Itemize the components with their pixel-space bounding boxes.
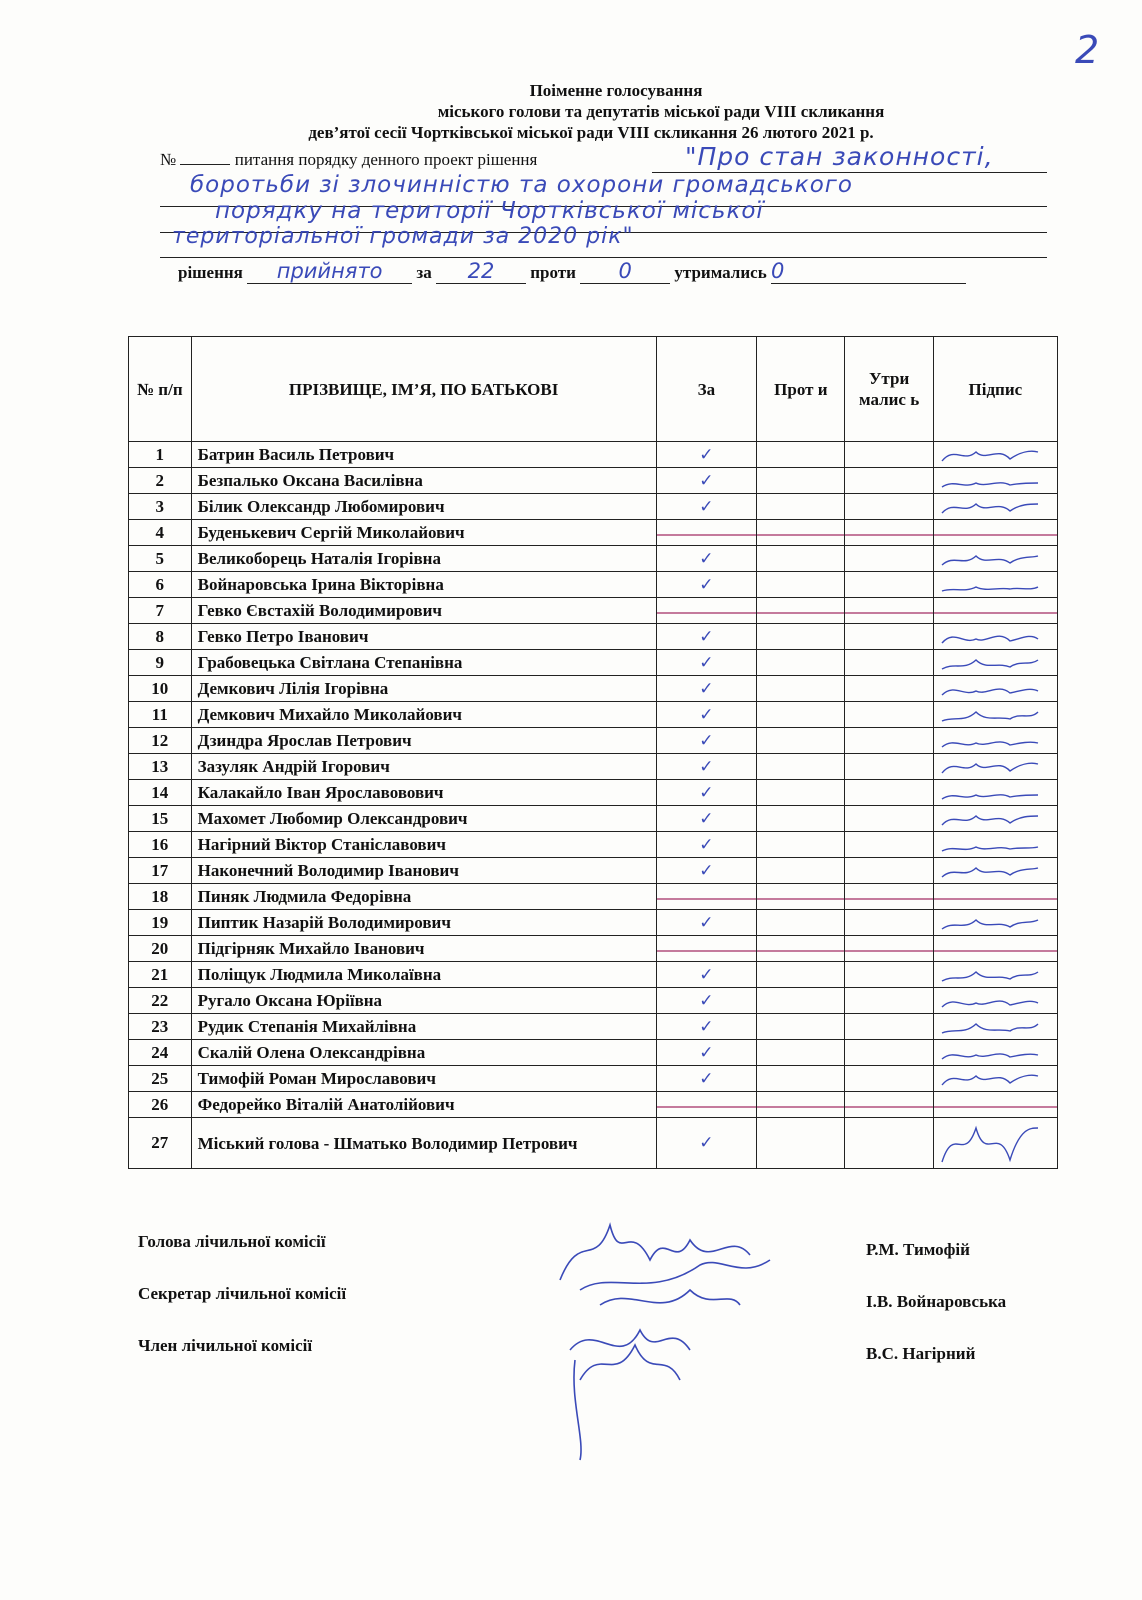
signature-scribble-icon <box>934 962 1042 987</box>
signature-scribble-icon <box>934 910 1042 935</box>
row-vote-for <box>656 1014 757 1040</box>
row-vote-abstain <box>845 572 933 598</box>
table-row <box>129 650 1058 676</box>
table-row <box>129 1066 1058 1092</box>
row-name: Міський голова - Шматько Володимир Петрович <box>191 1118 656 1169</box>
row-name: Гевко Євстахій Володимирович <box>191 598 656 624</box>
row-vote-for <box>656 884 757 910</box>
table-row <box>129 442 1058 468</box>
row-number: 21 <box>129 962 192 988</box>
row-signature <box>933 624 1057 650</box>
row-vote-for <box>656 494 757 520</box>
header-against: Прот и <box>757 337 845 442</box>
table-row <box>129 962 1058 988</box>
row-signature <box>933 442 1057 468</box>
table-row <box>129 910 1058 936</box>
row-vote-abstain <box>845 494 933 520</box>
checkmark-icon: ✓ <box>699 574 714 595</box>
row-vote-abstain <box>845 858 933 884</box>
row-vote-abstain <box>845 624 933 650</box>
row-signature <box>933 1040 1057 1066</box>
row-vote-abstain <box>845 832 933 858</box>
row-signature <box>933 858 1057 884</box>
signature-scribble-icon <box>934 1040 1042 1065</box>
row-vote-for <box>656 442 757 468</box>
row-vote-against <box>757 650 845 676</box>
row-number: 23 <box>129 1014 192 1040</box>
table-row <box>129 832 1058 858</box>
row-vote-for <box>656 936 757 962</box>
commission-signatures <box>540 1210 800 1470</box>
row-vote-abstain <box>845 910 933 936</box>
table-row <box>129 936 1058 962</box>
table-row <box>129 598 1058 624</box>
table-row <box>129 1118 1058 1169</box>
row-vote-for <box>656 546 757 572</box>
row-vote-against <box>757 858 845 884</box>
signature-scribble-icon <box>934 546 1042 571</box>
row-number: 20 <box>129 936 192 962</box>
for-label: за <box>416 263 432 282</box>
issue-number-label: № <box>160 150 177 169</box>
row-vote-against <box>757 884 845 910</box>
row-signature <box>933 650 1057 676</box>
row-vote-against <box>757 962 845 988</box>
checkmark-icon: ✓ <box>699 496 714 517</box>
member-label: Член лічильної комісії <box>138 1336 313 1355</box>
secretary-label: Секретар лічильної комісії <box>138 1284 347 1303</box>
row-signature <box>933 988 1057 1014</box>
row-number: 25 <box>129 1066 192 1092</box>
row-vote-abstain <box>845 1092 933 1118</box>
row-number: 6 <box>129 572 192 598</box>
row-name: Білик Олександр Любомирович <box>191 494 656 520</box>
row-name: Гевко Петро Іванович <box>191 624 656 650</box>
checkmark-icon: ✓ <box>699 652 714 673</box>
row-vote-against <box>757 494 845 520</box>
row-number: 5 <box>129 546 192 572</box>
row-vote-abstain <box>845 1040 933 1066</box>
for-value: 22 <box>467 259 495 283</box>
row-number: 13 <box>129 754 192 780</box>
signature-scribble-icon <box>934 650 1042 675</box>
checkmark-icon: ✓ <box>699 730 714 751</box>
signature-scribble-icon <box>934 702 1042 727</box>
table-row <box>129 702 1058 728</box>
row-name: Калакайло Іван Ярославовович <box>191 780 656 806</box>
row-vote-abstain <box>845 520 933 546</box>
signature-scribble-icon <box>934 1014 1042 1039</box>
checkmark-icon: ✓ <box>699 548 714 569</box>
row-vote-for <box>656 1118 757 1169</box>
header-for: За <box>656 337 757 442</box>
header-name: ПРІЗВИЩЕ, ІМ’Я, ПО БАТЬКОВІ <box>191 337 656 442</box>
signature-scribble-icon <box>934 858 1042 883</box>
table-row <box>129 572 1058 598</box>
row-vote-against <box>757 988 845 1014</box>
signature-scribble-icon <box>934 1118 1042 1168</box>
row-vote-for <box>656 598 757 624</box>
voting-table <box>128 336 1058 1169</box>
row-vote-abstain <box>845 1066 933 1092</box>
chair-label: Голова лічильної комісії <box>138 1232 326 1251</box>
row-signature <box>933 1066 1057 1092</box>
checkmark-icon: ✓ <box>699 678 714 699</box>
checkmark-icon: ✓ <box>699 704 714 725</box>
row-name: Пиняк Людмила Федорівна <box>191 884 656 910</box>
row-name: Зазуляк Андрій Ігорович <box>191 754 656 780</box>
row-name: Буденькевич Сергій Миколайович <box>191 520 656 546</box>
chair-name: Р.М. Тимофій <box>866 1240 970 1259</box>
row-name: Демкович Михайло Миколайович <box>191 702 656 728</box>
row-vote-for <box>656 1066 757 1092</box>
decision-line <box>178 259 966 284</box>
row-number: 17 <box>129 858 192 884</box>
row-number: 26 <box>129 1092 192 1118</box>
row-vote-for <box>656 754 757 780</box>
row-number: 12 <box>129 728 192 754</box>
row-number: 15 <box>129 806 192 832</box>
row-name: Тимофій Роман Мирославович <box>191 1066 656 1092</box>
signature-scribble-icon <box>934 832 1042 857</box>
signature-scribble-icon <box>934 442 1042 467</box>
row-number: 7 <box>129 598 192 624</box>
document-header <box>0 80 1142 143</box>
row-name: Поліщук Людмила Миколаївна <box>191 962 656 988</box>
row-number: 10 <box>129 676 192 702</box>
row-vote-for <box>656 858 757 884</box>
row-signature <box>933 936 1057 962</box>
row-vote-against <box>757 442 845 468</box>
row-vote-for <box>656 468 757 494</box>
row-signature <box>933 1014 1057 1040</box>
row-signature <box>933 832 1057 858</box>
checkmark-icon: ✓ <box>699 964 714 985</box>
row-number: 9 <box>129 650 192 676</box>
row-number: 8 <box>129 624 192 650</box>
table-row <box>129 988 1058 1014</box>
table-row <box>129 1092 1058 1118</box>
header-abstain: Утри малис ь <box>845 337 933 442</box>
abstain-label: утримались <box>674 263 767 282</box>
handwritten-line-4: територіальної громади за 2020 рік" <box>172 224 634 249</box>
signature-scribble-icon <box>934 494 1042 519</box>
header-session: дев’ятої сесії Чортківської міської ради VIII скликання 26 лютого 2021 р. <box>308 123 874 142</box>
row-name: Скалій Олена Олександрівна <box>191 1040 656 1066</box>
row-vote-abstain <box>845 962 933 988</box>
row-signature <box>933 884 1057 910</box>
secretary-name: І.В. Войнаровська <box>866 1292 1007 1311</box>
row-vote-abstain <box>845 650 933 676</box>
table-row <box>129 884 1058 910</box>
row-signature <box>933 468 1057 494</box>
row-signature <box>933 676 1057 702</box>
handwritten-line-2: боротьби зі злочинністю та охорони громадського <box>190 172 853 198</box>
row-name: Рудик Степанія Михайлівна <box>191 1014 656 1040</box>
header-signature: Підпис <box>933 337 1057 442</box>
row-vote-against <box>757 546 845 572</box>
row-signature <box>933 598 1057 624</box>
row-number: 18 <box>129 884 192 910</box>
signature-scribble-icon <box>934 728 1042 753</box>
table-row <box>129 858 1058 884</box>
row-signature <box>933 520 1057 546</box>
row-number: 2 <box>129 468 192 494</box>
row-vote-against <box>757 806 845 832</box>
row-number: 11 <box>129 702 192 728</box>
row-vote-abstain <box>845 884 933 910</box>
issue-question-label: питання порядку денного проект рішення <box>234 150 538 169</box>
row-vote-abstain <box>845 598 933 624</box>
row-name: Демкович Лілія Ігорівна <box>191 676 656 702</box>
signature-scribble-icon <box>934 806 1042 831</box>
table-row <box>129 494 1058 520</box>
row-signature <box>933 1092 1057 1118</box>
row-signature <box>933 572 1057 598</box>
row-vote-abstain <box>845 780 933 806</box>
row-name: Підгірняк Михайло Іванович <box>191 936 656 962</box>
issue-number-line <box>160 150 537 170</box>
row-signature <box>933 546 1057 572</box>
table-row <box>129 520 1058 546</box>
signature-scribble-icon <box>934 780 1042 805</box>
checkmark-icon: ✓ <box>699 834 714 855</box>
table-row <box>129 754 1058 780</box>
handwritten-line-3: порядку на території Чортківської міської <box>215 198 764 224</box>
row-name: Грабовецька Світлана Степанівна <box>191 650 656 676</box>
row-name: Войнаровська Ірина Вікторівна <box>191 572 656 598</box>
signature-scribble-icon <box>934 676 1042 701</box>
row-number: 1 <box>129 442 192 468</box>
row-vote-for <box>656 806 757 832</box>
row-signature <box>933 754 1057 780</box>
checkmark-icon: ✓ <box>699 756 714 777</box>
row-vote-against <box>757 832 845 858</box>
header-num: № п/п <box>129 337 192 442</box>
row-number: 14 <box>129 780 192 806</box>
table-row <box>129 728 1058 754</box>
row-number: 27 <box>129 1118 192 1169</box>
signature-scribble-icon <box>934 1066 1042 1091</box>
row-vote-abstain <box>845 442 933 468</box>
table-row <box>129 624 1058 650</box>
row-vote-abstain <box>845 988 933 1014</box>
row-signature <box>933 702 1057 728</box>
row-vote-for <box>656 988 757 1014</box>
checkmark-icon: ✓ <box>699 808 714 829</box>
row-vote-abstain <box>845 676 933 702</box>
row-vote-for <box>656 676 757 702</box>
checkmark-icon: ✓ <box>699 444 714 465</box>
row-vote-for <box>656 962 757 988</box>
row-name: Пиптик Назарій Володимирович <box>191 910 656 936</box>
table-row <box>129 676 1058 702</box>
row-name: Великоборець Наталія Ігорівна <box>191 546 656 572</box>
row-vote-against <box>757 624 845 650</box>
row-number: 3 <box>129 494 192 520</box>
row-vote-abstain <box>845 702 933 728</box>
row-vote-against <box>757 780 845 806</box>
row-vote-against <box>757 598 845 624</box>
row-vote-for <box>656 520 757 546</box>
row-signature <box>933 494 1057 520</box>
handwritten-line-1: "Про стан законності, <box>685 142 994 171</box>
row-vote-for <box>656 650 757 676</box>
checkmark-icon: ✓ <box>699 1042 714 1063</box>
table-row <box>129 546 1058 572</box>
signature-scribble-icon <box>934 572 1042 597</box>
table-row <box>129 468 1058 494</box>
row-vote-for <box>656 702 757 728</box>
row-vote-against <box>757 910 845 936</box>
checkmark-icon: ✓ <box>699 1068 714 1089</box>
row-vote-for <box>656 728 757 754</box>
checkmark-icon: ✓ <box>699 990 714 1011</box>
row-name: Безпалько Оксана Василівна <box>191 468 656 494</box>
checkmark-icon: ✓ <box>699 860 714 881</box>
row-signature <box>933 1118 1057 1169</box>
header-title: Поіменне голосування <box>529 81 703 100</box>
row-vote-against <box>757 572 845 598</box>
row-name: Наконечний Володимир Іванович <box>191 858 656 884</box>
signature-scribble-icon <box>934 468 1042 493</box>
row-number: 22 <box>129 988 192 1014</box>
row-vote-against <box>757 936 845 962</box>
row-vote-abstain <box>845 936 933 962</box>
row-signature <box>933 962 1057 988</box>
row-signature <box>933 806 1057 832</box>
row-vote-against <box>757 1118 845 1169</box>
checkmark-icon: ✓ <box>699 912 714 933</box>
row-vote-abstain <box>845 468 933 494</box>
row-number: 24 <box>129 1040 192 1066</box>
row-vote-for <box>656 910 757 936</box>
row-signature <box>933 728 1057 754</box>
row-signature <box>933 780 1057 806</box>
against-label: проти <box>530 263 576 282</box>
row-vote-abstain <box>845 754 933 780</box>
table-row <box>129 806 1058 832</box>
table-header-row <box>129 337 1058 442</box>
checkmark-icon: ✓ <box>699 782 714 803</box>
decision-value: прийнято <box>276 259 383 283</box>
decision-label: рішення <box>178 263 243 282</box>
row-name: Батрин Василь Петрович <box>191 442 656 468</box>
row-vote-against <box>757 728 845 754</box>
table-row <box>129 1040 1058 1066</box>
row-vote-against <box>757 1092 845 1118</box>
row-vote-abstain <box>845 546 933 572</box>
row-number: 16 <box>129 832 192 858</box>
row-vote-for <box>656 624 757 650</box>
checkmark-icon: ✓ <box>699 1016 714 1037</box>
row-vote-abstain <box>845 1014 933 1040</box>
checkmark-icon: ✓ <box>699 1133 714 1153</box>
row-name: Нагірний Віктор Станіславович <box>191 832 656 858</box>
abstain-value: 0 <box>770 259 785 283</box>
table-row <box>129 780 1058 806</box>
page-number: 2 <box>1075 28 1100 72</box>
row-name: Федорейко Віталій Анатолійович <box>191 1092 656 1118</box>
row-vote-for <box>656 572 757 598</box>
row-vote-against <box>757 676 845 702</box>
row-vote-against <box>757 1066 845 1092</box>
row-vote-against <box>757 702 845 728</box>
row-vote-abstain <box>845 806 933 832</box>
row-vote-against <box>757 1040 845 1066</box>
row-name: Ругало Оксана Юріївна <box>191 988 656 1014</box>
row-vote-abstain <box>845 728 933 754</box>
row-number: 19 <box>129 910 192 936</box>
row-vote-against <box>757 1014 845 1040</box>
row-number: 4 <box>129 520 192 546</box>
signature-scribble-icon <box>934 754 1042 779</box>
row-vote-against <box>757 520 845 546</box>
header-subtitle: міського голови та депутатів міської ради VIII скликання <box>437 102 885 121</box>
member-name: В.С. Нагірний <box>866 1344 976 1363</box>
row-vote-against <box>757 468 845 494</box>
checkmark-icon: ✓ <box>699 626 714 647</box>
signature-scribble-icon <box>934 988 1042 1013</box>
signature-scribble-icon <box>934 624 1042 649</box>
row-vote-for <box>656 832 757 858</box>
row-name: Махомет Любомир Олександрович <box>191 806 656 832</box>
against-value: 0 <box>618 259 632 283</box>
row-name: Дзиндра Ярослав Петрович <box>191 728 656 754</box>
row-vote-for <box>656 1040 757 1066</box>
row-vote-against <box>757 754 845 780</box>
table-row <box>129 1014 1058 1040</box>
row-vote-for <box>656 1092 757 1118</box>
row-signature <box>933 910 1057 936</box>
checkmark-icon: ✓ <box>699 470 714 491</box>
row-vote-for <box>656 780 757 806</box>
row-vote-abstain <box>845 1118 933 1169</box>
